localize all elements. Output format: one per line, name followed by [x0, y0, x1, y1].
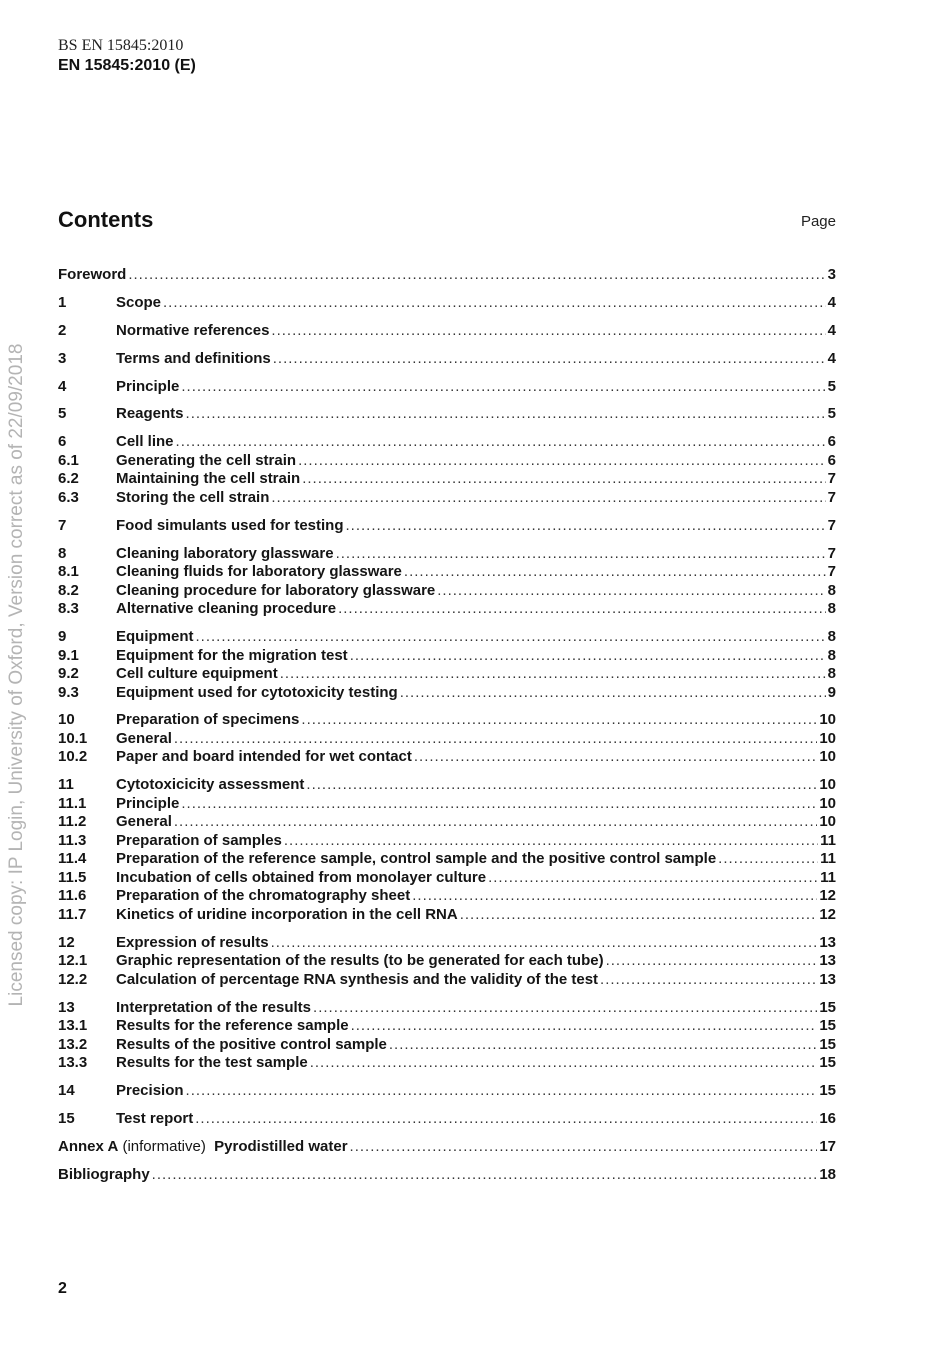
- toc-leader-dots: [310, 1054, 818, 1073]
- toc-leader-dots: [718, 850, 818, 869]
- toc-entry-page: 8: [827, 600, 836, 618]
- toc-entry-title-main: Cleaning procedure for laboratory glassware: [116, 581, 436, 599]
- toc-entry-page: 12: [819, 905, 836, 923]
- toc-leader-dots: [350, 647, 826, 666]
- toc-entry[interactable]: [58, 452, 836, 471]
- toc-entry-title-main: Preparation of samples: [116, 831, 282, 849]
- toc-entry-title-main: Results for the test sample: [116, 1054, 308, 1072]
- toc-entry-title: [116, 563, 402, 582]
- toc-entry-page: 15: [819, 1081, 836, 1099]
- toc-entry-title-main: Graphic representation of the results (to be generated for each tube): [116, 952, 604, 970]
- toc-entry-number: 2: [58, 321, 67, 339]
- toc-entry[interactable]: [58, 489, 836, 508]
- toc-leader-dots: [284, 832, 818, 851]
- toc-entry-number: 13: [58, 998, 75, 1016]
- toc-entry-title: [116, 600, 336, 619]
- toc-entry-title-main: Preparation of the reference sample, control sample and the positive control sample: [116, 850, 717, 868]
- document-header: [58, 36, 196, 76]
- toc-leader-dots: [273, 350, 826, 369]
- toc-entry-number: 6.1: [58, 451, 79, 469]
- toc-entry-page: 4: [827, 321, 836, 339]
- watermark-text: Licensed copy: IP Login, University of Oxford, Version correct as of 22/09/2018: [6, 343, 27, 1007]
- toc-entry-title: [116, 887, 410, 906]
- toc-entry-title: [116, 665, 278, 684]
- toc-entry-title: [116, 934, 269, 953]
- toc-entry-page: 4: [827, 293, 836, 311]
- toc-entry[interactable]: [58, 1082, 836, 1101]
- toc-leader-dots: [280, 665, 826, 684]
- toc-leader-dots: [400, 684, 826, 703]
- page-number: 2: [58, 1280, 67, 1297]
- toc-entry[interactable]: [58, 378, 836, 397]
- toc-entry-title: [116, 850, 716, 869]
- toc-entry-title-main: Expression of results: [116, 933, 269, 951]
- toc-leader-dots: [412, 887, 817, 906]
- toc-entry-annex-type: (informative): [118, 1137, 210, 1155]
- toc-entry-page: 8: [827, 581, 836, 599]
- toc-entry-title-main: Cytotoxicicity assessment: [116, 776, 305, 794]
- toc-entry-title: [116, 452, 296, 471]
- toc-leader-dots: [128, 266, 825, 285]
- toc-leader-dots: [186, 405, 826, 424]
- toc-entry-title: [116, 795, 179, 814]
- toc-entry-title-main: Principle: [116, 377, 180, 395]
- toc-entry-title-main: General: [116, 813, 172, 831]
- toc-entry-title: [116, 813, 172, 832]
- toc-leader-dots: [271, 489, 825, 508]
- toc-entry-title: [58, 266, 126, 285]
- toc-leader-dots: [437, 582, 825, 601]
- toc-entry-title-main: Cleaning laboratory glassware: [116, 544, 334, 562]
- toc-entry[interactable]: [58, 971, 836, 990]
- toc-entry-page: 7: [827, 544, 836, 562]
- toc-leader-dots: [350, 1138, 818, 1157]
- toc-entry-title-main: Principle: [116, 794, 180, 812]
- toc-entry-title-main: Preparation of the chromatography sheet: [116, 887, 411, 905]
- toc-entry-page: 10: [819, 794, 836, 812]
- toc-entry[interactable]: [58, 405, 836, 424]
- toc-entry-title-main: Precision: [116, 1081, 184, 1099]
- toc-entry-page: 16: [819, 1109, 836, 1127]
- toc-entry-number: 5: [58, 405, 67, 423]
- toc-entry-title-main: Cell line: [116, 433, 174, 451]
- toc-entry-number: 6.3: [58, 488, 79, 506]
- toc-entry-title: [116, 628, 194, 647]
- toc-entry-number: 10.1: [58, 729, 88, 747]
- toc-entry-title: [116, 1082, 184, 1101]
- toc-leader-dots: [302, 470, 825, 489]
- toc-entry-title: [116, 730, 172, 749]
- toc-entry-number: 9.3: [58, 683, 79, 701]
- toc-entry-number: 11.4: [58, 850, 87, 868]
- table-of-contents: [58, 266, 836, 1184]
- toc-entry-title-main: Calculation of percentage RNA synthesis and the validity of the test: [116, 970, 599, 988]
- toc-leader-dots: [174, 730, 817, 749]
- toc-entry-title-main: Equipment for the migration test: [116, 646, 348, 664]
- toc-entry-title-main: Alternative cleaning procedure: [116, 600, 337, 618]
- toc-entry-number: 9: [58, 628, 67, 646]
- toc-entry[interactable]: [58, 952, 836, 971]
- toc-entry[interactable]: [58, 1054, 836, 1073]
- toc-entry-title-main: Equipment used for cytotoxicity testing: [116, 683, 398, 701]
- toc-entry-title-main: Food simulants used for testing: [116, 516, 344, 534]
- toc-leader-dots: [186, 1082, 818, 1101]
- toc-entry-title: [116, 378, 179, 397]
- toc-entry-number: 11.2: [58, 813, 87, 831]
- toc-entry-number: 6.2: [58, 470, 79, 488]
- toc-entry-page: 13: [819, 933, 836, 951]
- toc-entry-title-main: Scope: [116, 293, 162, 311]
- page-column-label: Page: [800, 213, 836, 230]
- toc-entry-page: 13: [819, 952, 836, 970]
- toc-entry-number: 12: [58, 933, 75, 951]
- toc-entry-number: 3: [58, 349, 67, 367]
- toc-entry-number: 10: [58, 711, 75, 729]
- toc-entry[interactable]: [58, 563, 836, 582]
- toc-entry-title-main: Preparation of specimens: [116, 711, 300, 729]
- toc-entry-title-main: Cleaning fluids for laboratory glassware: [116, 563, 402, 581]
- toc-entry-number: 13.2: [58, 1035, 88, 1053]
- toc-entry[interactable]: [58, 600, 836, 619]
- toc-entry[interactable]: [58, 1110, 836, 1129]
- toc-leader-dots: [460, 906, 818, 925]
- toc-leader-dots: [271, 322, 825, 341]
- toc-leader-dots: [163, 294, 826, 313]
- toc-entry-page: 3: [827, 266, 836, 283]
- toc-entry-number: 10.2: [58, 748, 88, 766]
- toc-entry[interactable]: [58, 665, 836, 684]
- toc-entry[interactable]: [58, 517, 836, 536]
- toc-entry-title: [58, 1138, 348, 1157]
- toc-entry-number: 9.1: [58, 646, 79, 664]
- toc-entry-page: 6: [827, 451, 836, 469]
- toc-entry-title: [116, 748, 412, 767]
- toc-entry-title-main: Storing the cell strain: [116, 488, 270, 506]
- toc-leader-dots: [181, 378, 825, 397]
- toc-entry-title: [116, 952, 604, 971]
- toc-entry-page: 10: [819, 748, 836, 766]
- toc-entry[interactable]: [58, 582, 836, 601]
- toc-leader-dots: [195, 1110, 817, 1129]
- toc-entry[interactable]: [58, 433, 836, 452]
- toc-entry-number: 8.3: [58, 600, 79, 618]
- toc-entry-title-main: General: [116, 729, 172, 747]
- toc-entry[interactable]: [58, 776, 836, 795]
- toc-entry-number: 13.3: [58, 1054, 88, 1072]
- toc-entry-page: 13: [819, 970, 836, 988]
- toc-entry-title: [58, 1166, 150, 1185]
- toc-entry-number: 8: [58, 544, 67, 562]
- toc-entry-number: 11.7: [58, 905, 87, 923]
- toc-leader-dots: [152, 1166, 818, 1185]
- toc-entry-title-main: Bibliography: [58, 1165, 150, 1183]
- toc-entry-number: 11.1: [58, 794, 87, 812]
- toc-entry-number: 12.2: [58, 970, 88, 988]
- toc-entry-title-main: Reagents: [116, 405, 184, 423]
- toc-entry-number: 11.3: [58, 831, 87, 849]
- toc-entry-title: [116, 582, 435, 601]
- standard-id-en: EN 15845:2010 (E): [58, 57, 196, 74]
- toc-entry-number: 14: [58, 1081, 75, 1099]
- toc-entry[interactable]: [58, 322, 836, 341]
- toc-entry-page: 10: [819, 813, 836, 831]
- toc-entry-page: 7: [827, 488, 836, 506]
- toc-entry-title: [116, 711, 299, 730]
- toc-leader-dots: [174, 813, 817, 832]
- toc-entry-title: [116, 971, 598, 990]
- toc-entry-title: [116, 869, 486, 888]
- toc-leader-dots: [351, 1017, 818, 1036]
- toc-entry[interactable]: [58, 795, 836, 814]
- toc-entry[interactable]: [58, 1138, 836, 1157]
- toc-entry-page: 9: [827, 683, 836, 701]
- toc-leader-dots: [336, 545, 826, 564]
- toc-entry-title-main: Cell culture equipment: [116, 665, 278, 683]
- toc-leader-dots: [404, 563, 826, 582]
- toc-entry-title: [116, 470, 300, 489]
- toc-entry[interactable]: [58, 906, 836, 925]
- toc-entry-title-main: Foreword: [58, 266, 127, 283]
- toc-leader-dots: [346, 517, 826, 536]
- toc-entry-title: [116, 1054, 308, 1073]
- toc-entry-page: 10: [819, 711, 836, 729]
- toc-entry-title-main: Terms and definitions: [116, 349, 271, 367]
- toc-entry-title: [116, 489, 269, 508]
- toc-entry-number: 12.1: [58, 952, 88, 970]
- toc-entry-number: 11: [58, 776, 74, 794]
- toc-entry-page: 12: [819, 887, 836, 905]
- toc-leader-dots: [196, 628, 826, 647]
- toc-entry-page: 5: [827, 405, 836, 423]
- toc-entry-number: 6: [58, 433, 67, 451]
- toc-entry-page: 8: [827, 665, 836, 683]
- toc-entry[interactable]: [58, 470, 836, 489]
- toc-entry-page: 7: [827, 470, 836, 488]
- toc-entry-title-main: Kinetics of uridine incorporation in the cell RNA: [116, 905, 458, 923]
- toc-entry[interactable]: [58, 887, 836, 906]
- toc-entry-title: [116, 776, 304, 795]
- toc-entry-title: [116, 405, 184, 424]
- toc-entry-page: 4: [827, 349, 836, 367]
- toc-entry[interactable]: [58, 266, 836, 285]
- toc-entry-annex-title: Pyrodistilled water: [209, 1137, 348, 1155]
- toc-entry-page: 11: [820, 868, 836, 886]
- toc-entry-title-main: Maintaining the cell strain: [116, 470, 301, 488]
- toc-entry[interactable]: [58, 813, 836, 832]
- toc-entry-number: 4: [58, 377, 67, 395]
- toc-entry-title: [116, 999, 311, 1018]
- toc-leader-dots: [338, 600, 826, 619]
- toc-leader-dots: [301, 711, 817, 730]
- toc-entry-title-main: Annex A: [58, 1137, 119, 1155]
- toc-entry-page: 10: [819, 776, 836, 794]
- toc-leader-dots: [181, 795, 817, 814]
- toc-entry[interactable]: [58, 684, 836, 703]
- toc-entry[interactable]: [58, 832, 836, 851]
- toc-entry-page: 8: [827, 628, 836, 646]
- toc-entry-title-main: Test report: [116, 1109, 194, 1127]
- toc-entry-title-main: Results for the reference sample: [116, 1017, 349, 1035]
- toc-entry[interactable]: [58, 748, 836, 767]
- toc-entry-title: [116, 647, 348, 666]
- toc-entry[interactable]: [58, 869, 836, 888]
- toc-entry-number: 1: [58, 293, 67, 311]
- toc-entry-title-main: Generating the cell strain: [116, 451, 297, 469]
- toc-entry-number: 15: [58, 1109, 75, 1127]
- toc-entry-title-main: Normative references: [116, 321, 270, 339]
- toc-entry-page: 17: [819, 1137, 836, 1155]
- toc-entry-title-main: Interpretation of the results: [116, 998, 312, 1016]
- toc-entry-number: 8.2: [58, 581, 79, 599]
- toc-entry-title: [116, 684, 398, 703]
- toc-leader-dots: [414, 748, 817, 767]
- toc-leader-dots: [313, 999, 817, 1018]
- toc-entry-title: [116, 294, 161, 313]
- toc-entry-title: [116, 322, 269, 341]
- toc-entry[interactable]: [58, 934, 836, 953]
- toc-leader-dots: [306, 776, 817, 795]
- toc-leader-dots: [298, 452, 826, 471]
- toc-entry[interactable]: [58, 647, 836, 666]
- toc-entry-title: [116, 517, 344, 536]
- toc-entry[interactable]: [58, 730, 836, 749]
- toc-entry[interactable]: [58, 999, 836, 1018]
- toc-entry-number: 9.2: [58, 665, 79, 683]
- toc-entry-number: 11.5: [58, 868, 87, 886]
- toc-entry-page: 15: [819, 1035, 836, 1053]
- toc-entry[interactable]: [58, 1166, 836, 1185]
- toc-entry-title-main: Equipment: [116, 628, 194, 646]
- toc-entry-title-main: Paper and board intended for wet contact: [116, 748, 412, 766]
- standard-id-bs: BS EN 15845:2010: [58, 37, 184, 54]
- toc-entry-number: 8.1: [58, 563, 79, 581]
- toc-entry-title: [116, 832, 282, 851]
- toc-entry-page: 8: [827, 646, 836, 664]
- toc-entry-page: 11: [820, 850, 836, 868]
- page-title: Contents: [58, 207, 154, 232]
- toc-entry[interactable]: [58, 711, 836, 730]
- toc-entry[interactable]: [58, 350, 836, 369]
- toc-entry-title: [116, 350, 271, 369]
- toc-entry-page: 11: [820, 831, 836, 849]
- toc-entry-page: 15: [819, 1017, 836, 1035]
- toc-entry[interactable]: [58, 1036, 836, 1055]
- toc-entry-page: 15: [819, 1054, 836, 1072]
- toc-entry-page: 15: [819, 998, 836, 1016]
- toc-leader-dots: [488, 869, 818, 888]
- toc-leader-dots: [606, 952, 818, 971]
- toc-entry-title: [116, 545, 334, 564]
- toc-entry-page: 5: [827, 377, 836, 395]
- toc-leader-dots: [389, 1036, 817, 1055]
- toc-leader-dots: [600, 971, 817, 990]
- toc-entry-title: [116, 906, 458, 925]
- toc-entry[interactable]: [58, 294, 836, 313]
- toc-entry-number: 13.1: [58, 1017, 88, 1035]
- toc-entry-title-main: Incubation of cells obtained from monolayer culture: [116, 868, 487, 886]
- license-watermark: [6, 325, 28, 1025]
- toc-entry-page: 6: [827, 433, 836, 451]
- toc-entry-title-main: Results of the positive control sample: [116, 1035, 387, 1053]
- toc-entry-number: 11.6: [58, 887, 87, 905]
- toc-entry-number: 7: [58, 516, 67, 534]
- toc-entry-page: 7: [827, 563, 836, 581]
- toc-entry-title: [116, 433, 174, 452]
- toc-entry[interactable]: [58, 850, 836, 869]
- toc-entry[interactable]: [58, 1017, 836, 1036]
- toc-entry-page: 10: [819, 729, 836, 747]
- toc-leader-dots: [176, 433, 826, 452]
- toc-leader-dots: [271, 934, 818, 953]
- toc-entry[interactable]: [58, 545, 836, 564]
- toc-entry-title: [116, 1110, 193, 1129]
- toc-entry-title: [116, 1036, 387, 1055]
- toc-entry[interactable]: [58, 628, 836, 647]
- toc-entry-page: 18: [819, 1165, 836, 1183]
- toc-entry-page: 7: [827, 516, 836, 534]
- toc-entry-title: [116, 1017, 349, 1036]
